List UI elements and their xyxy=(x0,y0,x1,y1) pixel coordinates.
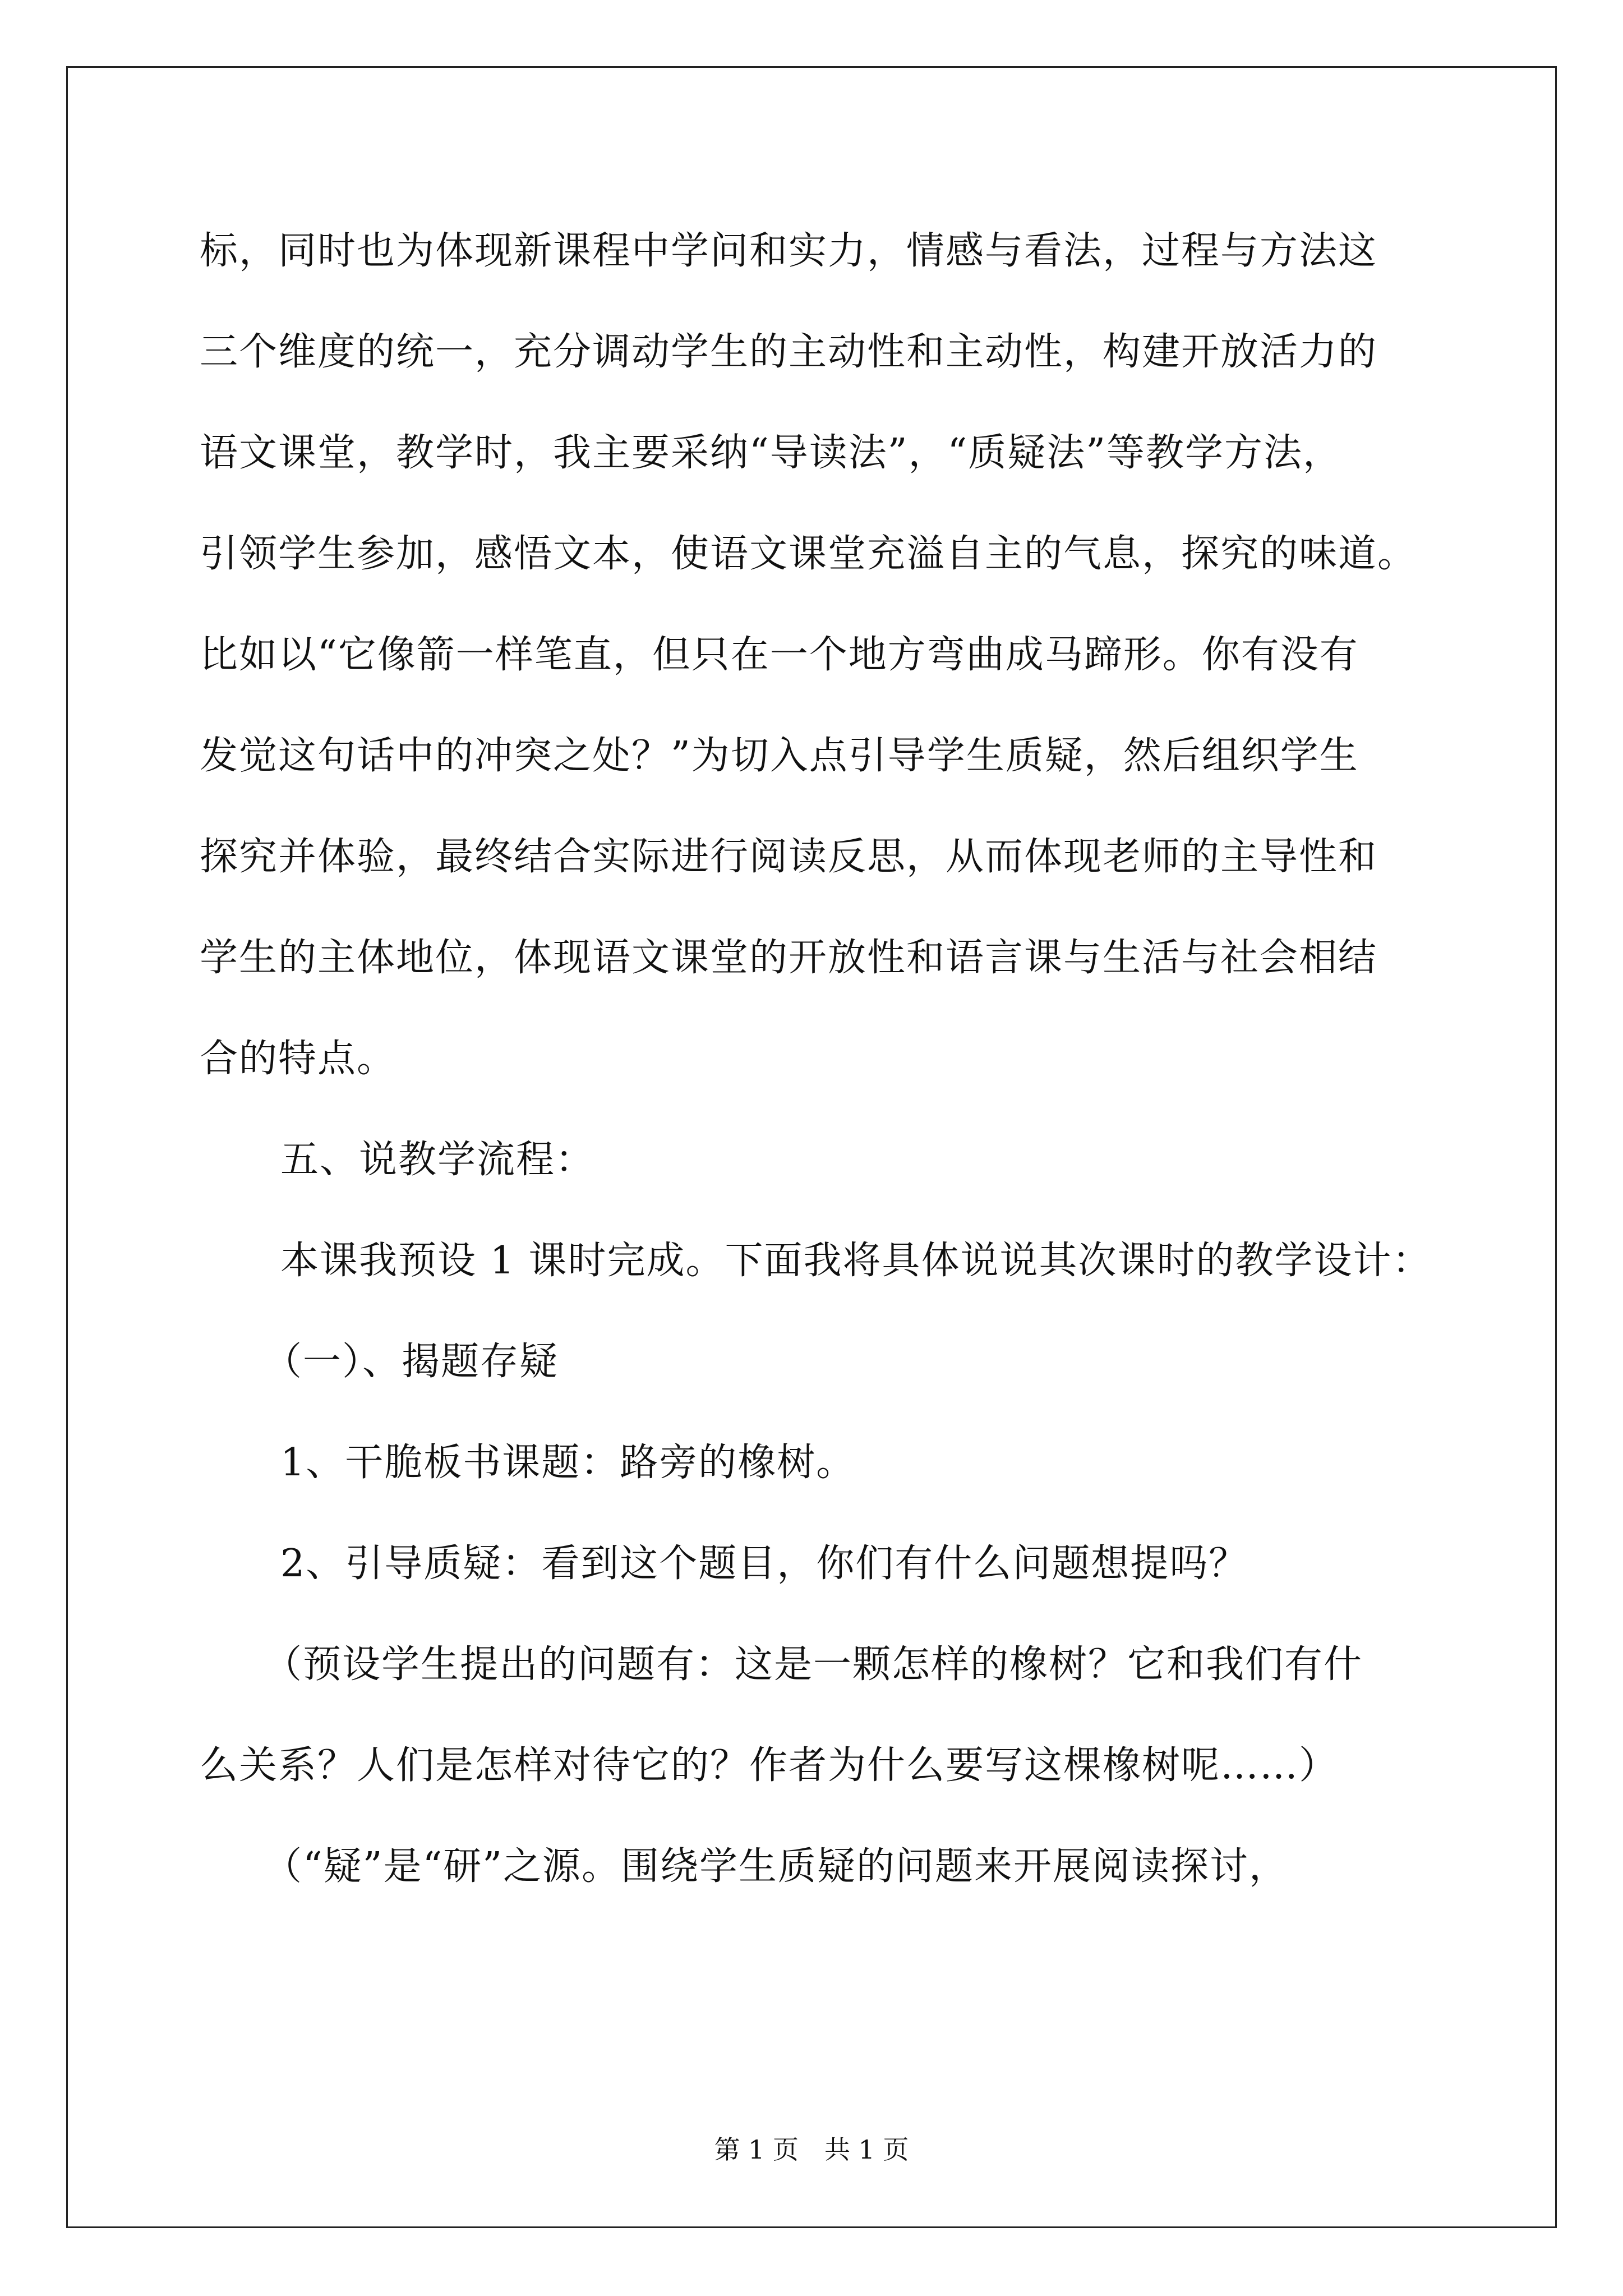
body-line-1: 标，同时也为体现新课程中学问和实力，情感与看法，过程与方法这 xyxy=(200,229,1378,273)
body-line-11: 本课我预设 1 课时完成。下面我将具体说说其次课时的教学设计： xyxy=(280,1239,1432,1283)
list-item-2: 2、引导质疑：看到这个题目，你们有什么问题想提吗？ xyxy=(280,1542,1248,1586)
section-heading: 五、说教学流程： xyxy=(280,1138,595,1182)
body-line-7: 探究并体验，最终结合实际进行阅读反思，从而体现老师的主导性和 xyxy=(200,835,1378,879)
page-footer: 第 1 页 共 1 页 xyxy=(714,2134,909,2165)
body-line-16: 么关系？人们是怎样对待它的？作者为什么要写这棵橡树呢……） xyxy=(200,1743,1339,1788)
body-line-9: 合的特点。 xyxy=(200,1037,396,1081)
body-line-5: 比如以“它像箭一样笔直，但只在一个地方弯曲成马蹄形。你有没有 xyxy=(200,633,1359,677)
body-line-8: 学生的主体地位，体现语文课堂的开放性和语言课与生活与社会相结 xyxy=(200,936,1378,980)
body-line-4: 引领学生参加，感悟文本，使语文课堂充溢自主的气息，探究的味道。 xyxy=(200,532,1417,576)
list-item-1: 1、干脆板书课题：路旁的橡树。 xyxy=(280,1441,856,1485)
body-line-17: （“疑”是“研”之源。围绕学生质疑的问题来开展阅读探讨， xyxy=(264,1844,1289,1889)
body-line-15: （预设学生提出的问题有：这是一颗怎样的橡树？它和我们有什 xyxy=(264,1642,1363,1687)
subsection-heading: （一）、揭题存疑 xyxy=(264,1340,559,1384)
body-line-2: 三个维度的统一，充分调动学生的主动性和主动性，构建开放活力的 xyxy=(200,330,1378,374)
body-line-3: 语文课堂，教学时，我主要采纳“导读法”，“质疑法”等教学方法， xyxy=(200,431,1343,475)
body-line-6: 发觉这句话中的冲突之处？”为切入点引导学生质疑，然后组织学生 xyxy=(200,734,1359,778)
